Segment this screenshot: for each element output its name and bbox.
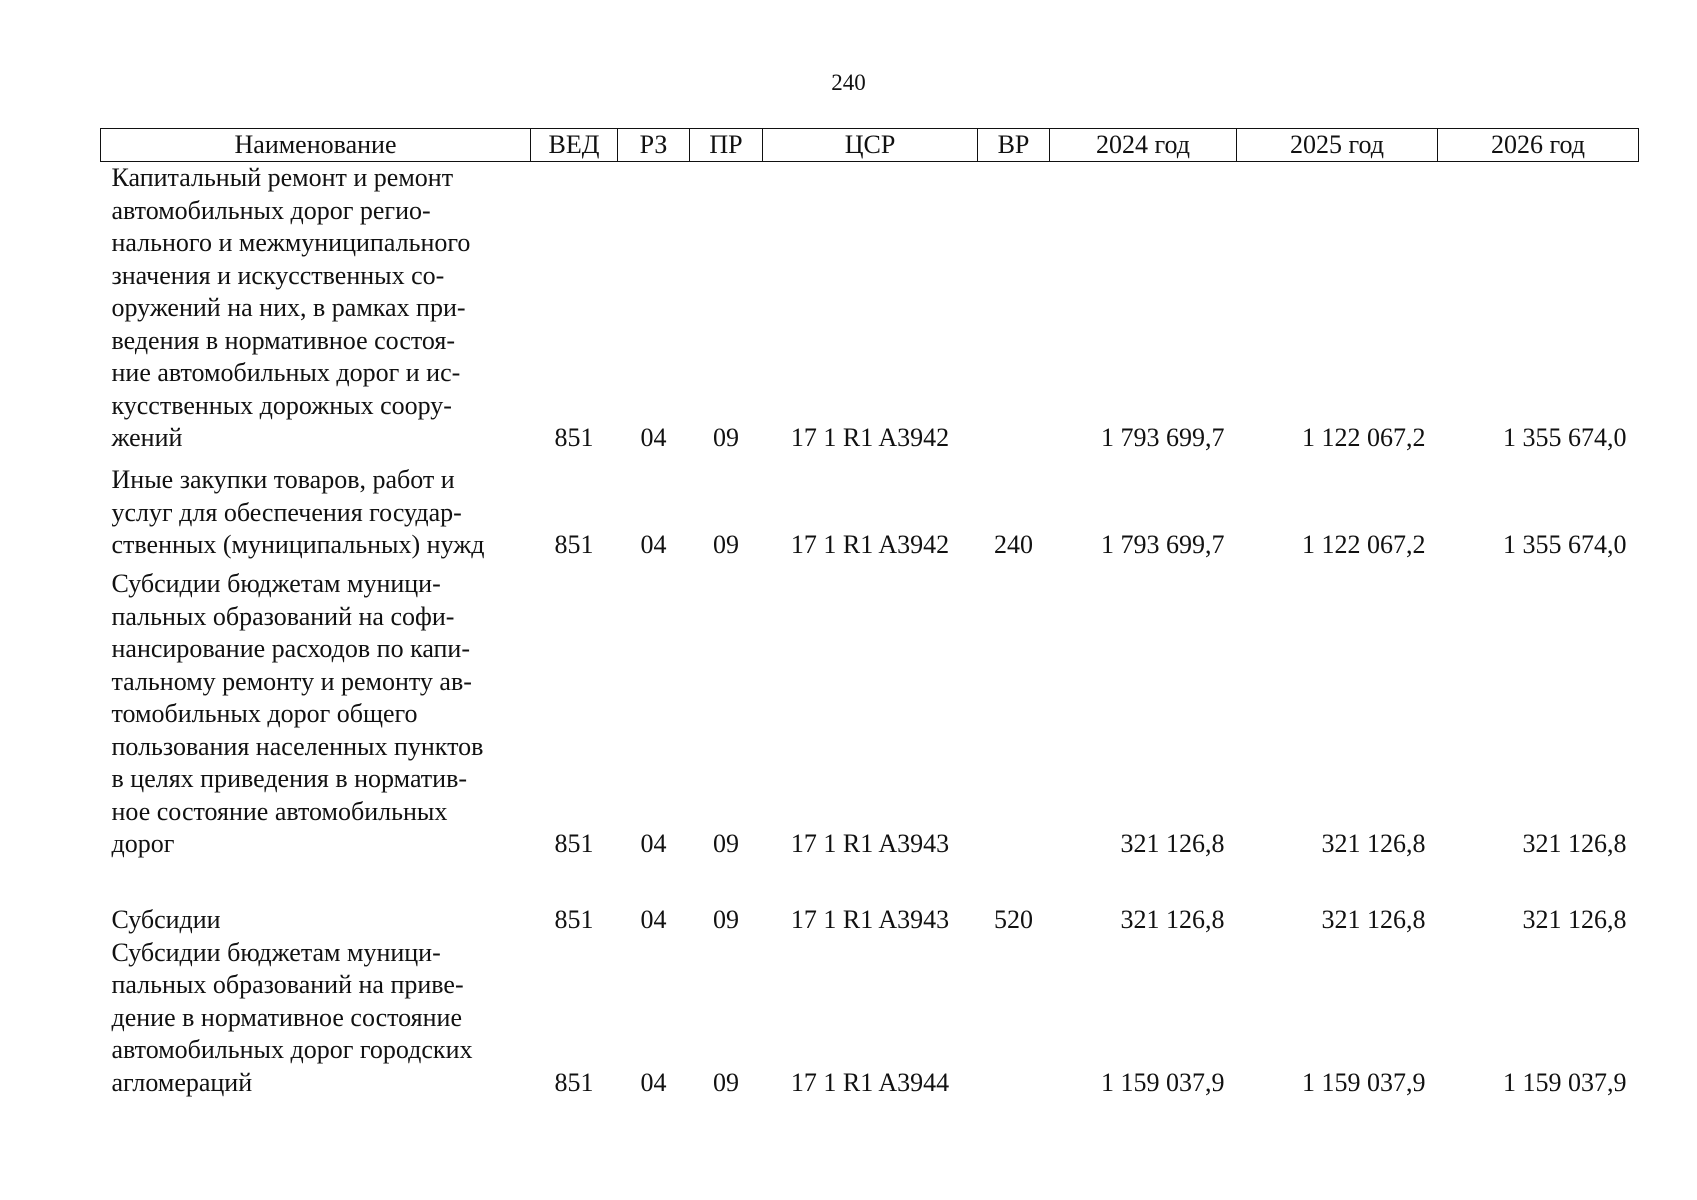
amount-2025-cell: 1 122 067,2 xyxy=(1302,530,1426,559)
row-name-line: агломераций xyxy=(111,1067,253,1097)
header-2025: 2025 год xyxy=(1237,129,1438,162)
row-name-line: ственных (муниципальных) нужд xyxy=(111,530,485,559)
pr-cell: 09 xyxy=(713,423,739,452)
table-row xyxy=(101,937,1639,1100)
header-2024: 2024 год xyxy=(1050,129,1237,162)
page-number: 240 xyxy=(831,70,866,95)
table-row xyxy=(101,162,1639,455)
row-name-line: нансирование расходов по капи- xyxy=(111,634,471,663)
amount-2025-cell: 1 122 067,2 xyxy=(1302,423,1426,452)
vr-cell: 240 xyxy=(994,530,1033,559)
row-name-line: пальных образований на софи- xyxy=(111,601,455,631)
amount-2026-cell: 321 126,8 xyxy=(1522,829,1627,858)
row-name-cell xyxy=(101,455,531,562)
row-name-line: кусственных дорожных соору- xyxy=(111,390,452,420)
amount-2026-cell: 1 355 674,0 xyxy=(1503,530,1627,559)
header-ved: ВЕД xyxy=(531,129,618,162)
vr-cell xyxy=(978,162,1050,455)
rz-cell: 04 xyxy=(640,1067,667,1097)
amount-2024-cell: 321 126,8 xyxy=(1120,905,1225,934)
table-row xyxy=(101,455,1639,562)
row-name-line: услуг для обеспечения государ- xyxy=(111,497,462,527)
table-header xyxy=(101,129,1639,162)
amount-2024-cell: 1 793 699,7 xyxy=(1101,423,1225,452)
row-name-line: автомобильных дорог городских xyxy=(111,1035,473,1064)
vr-cell xyxy=(978,937,1050,1100)
row-name-line: пальных образований на приве- xyxy=(111,970,464,999)
table-row xyxy=(101,861,1639,937)
amount-2026-cell: 321 126,8 xyxy=(1522,905,1627,934)
budget-table xyxy=(100,128,1639,1099)
header-vr: ВР xyxy=(978,129,1050,162)
amount-2026-cell: 1 355 674,0 xyxy=(1503,423,1627,452)
vr-cell xyxy=(978,562,1050,861)
rz-cell: 04 xyxy=(640,829,667,858)
row-name-line: оружений на них, в рамках при- xyxy=(111,293,466,322)
table-row xyxy=(101,562,1639,861)
row-name-line: тальному ремонту и ремонту ав- xyxy=(111,666,472,696)
amount-2025-cell: 1 159 037,9 xyxy=(1302,1067,1426,1097)
amount-2024-cell: 321 126,8 xyxy=(1120,829,1225,858)
row-name-line: Субсидии xyxy=(111,905,221,934)
rz-cell: 04 xyxy=(640,905,667,934)
ved-cell: 851 xyxy=(554,829,594,858)
vr-cell: 520 xyxy=(994,905,1033,934)
csr-cell: 17 1 R1 A3942 xyxy=(790,423,950,452)
pr-cell: 09 xyxy=(713,530,739,559)
row-name-line: значения и искусственных со- xyxy=(111,260,445,290)
csr-cell: 17 1 R1 A3942 xyxy=(790,530,950,559)
row-name-cell xyxy=(101,861,531,937)
header-2026: 2026 год xyxy=(1438,129,1639,162)
csr-cell: 17 1 R1 A3943 xyxy=(790,905,950,934)
row-name-line: Капитальный ремонт и ремонт xyxy=(111,163,454,192)
rz-cell: 04 xyxy=(640,423,667,452)
row-name-line: томобильных дорог общего xyxy=(111,699,418,728)
ved-cell: 851 xyxy=(554,905,594,934)
rz-cell: 04 xyxy=(640,530,667,559)
row-name-line: автомобильных дорог регио- xyxy=(111,195,431,225)
row-name-cell xyxy=(101,937,531,1100)
row-name-cell xyxy=(101,562,531,861)
amount-2024-cell: 1 793 699,7 xyxy=(1101,530,1225,559)
csr-cell: 17 1 R1 A3943 xyxy=(790,829,950,858)
row-name-line: в целях приведения в норматив- xyxy=(111,764,468,793)
amount-2025-cell: 321 126,8 xyxy=(1321,905,1426,934)
pr-cell: 09 xyxy=(713,829,739,858)
row-name-line: дорог xyxy=(111,829,175,858)
csr-cell: 17 1 R1 A3944 xyxy=(790,1067,950,1097)
row-name-line: ведения в нормативное состоя- xyxy=(111,325,456,355)
ved-cell: 851 xyxy=(554,1067,594,1097)
row-name-cell xyxy=(101,162,531,455)
header-row xyxy=(101,129,1639,162)
amount-2024-cell: 1 159 037,9 xyxy=(1101,1067,1225,1097)
row-name-line: Субсидии бюджетам муници- xyxy=(111,569,441,598)
header-name: Наименование xyxy=(101,129,531,162)
row-name-line: нального и межмуниципального xyxy=(111,228,471,257)
pr-cell: 09 xyxy=(713,1067,739,1097)
row-name-line: дение в нормативное состояние xyxy=(111,1002,462,1032)
header-csr: ЦСР xyxy=(763,129,978,162)
amount-2026-cell: 1 159 037,9 xyxy=(1503,1067,1627,1097)
header-rz: РЗ xyxy=(618,129,690,162)
ved-cell: 851 xyxy=(554,423,594,452)
row-name-line: ное состояние автомобильных xyxy=(111,796,448,826)
row-name-line: жений xyxy=(111,423,183,452)
row-name-line: ние автомобильных дорог и ис- xyxy=(111,358,461,387)
amount-2025-cell: 321 126,8 xyxy=(1321,829,1426,858)
row-name-line: пользования населенных пунктов xyxy=(111,731,484,761)
header-pr: ПР xyxy=(690,129,763,162)
row-name-line: Субсидии бюджетам муници- xyxy=(111,937,441,967)
row-name-line: Иные закупки товаров, работ и xyxy=(111,465,455,494)
pr-cell: 09 xyxy=(713,905,739,934)
ved-cell: 851 xyxy=(554,530,594,559)
